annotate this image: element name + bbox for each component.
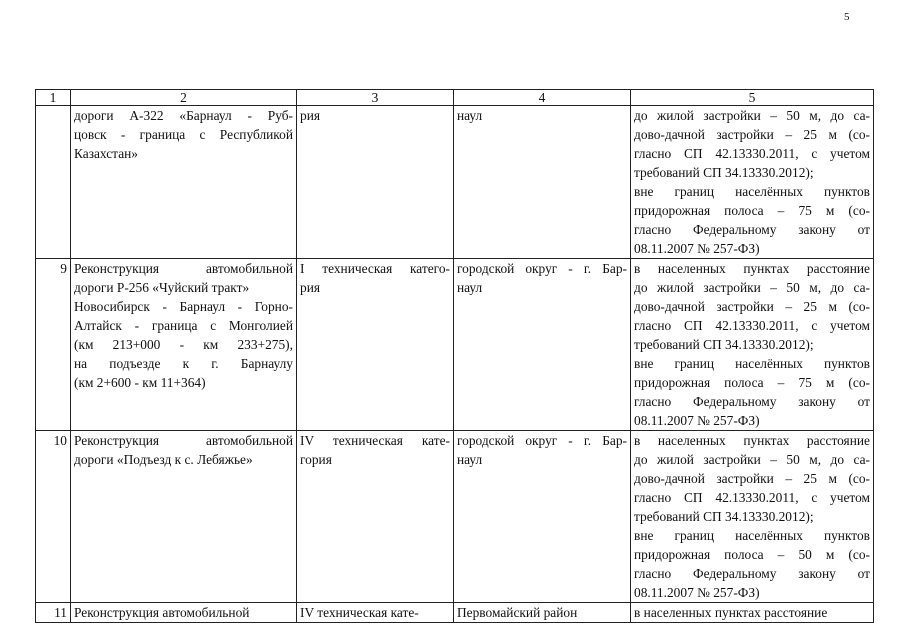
cell-text-line: гласно Федеральному закону от [634,394,870,409]
cell-text-line: вне границ населённых пунктов [634,356,870,371]
cell-text-line: гласно СП 42.13330.2011, с учетом [634,490,870,505]
location-cell [454,603,631,623]
cell-text-line: придорожная полоса – 50 м (со- [634,547,870,562]
zone-cell [631,603,874,623]
object-cell [71,106,297,259]
cell-text-line: дово-дачной застройки – 25 м (со- [634,127,870,142]
table-header-row [36,90,874,106]
column-header: 3 [297,90,454,106]
cell-text-line: на подъезде к г. Барнаулу [74,356,293,371]
cell-text-line: наул [457,452,483,467]
cell-text-line: гласно Федеральному закону от [634,222,870,237]
cell-text-line: городской округ - г. Бар- [457,433,627,448]
cell-text-line: Первомайский район [457,605,578,620]
zone-cell [631,106,874,259]
table-row [36,259,874,431]
row-number-cell [36,106,71,259]
location-cell [454,431,631,603]
column-header: 5 [631,90,874,106]
location-cell [454,259,631,431]
cell-text-line: IV техническая кате- [300,605,419,620]
cell-text-line: Новосибирск - Барнаул - Горно- [74,299,293,314]
column-header: 4 [454,90,631,106]
cell-text-line: гласно СП 42.13330.2011, с учетом [634,146,870,161]
cell-text-line: городской округ - г. Бар- [457,261,627,276]
cell-text-line: Реконструкция автомобильной [74,605,250,620]
cell-text-line: до жилой застройки – 50 м, до са- [634,280,870,295]
column-header: 1 [36,90,71,106]
location-cell [454,106,631,259]
cell-text-line: (км 2+600 - км 11+364) [74,375,206,390]
cell-text-line: требований СП 34.13330.2012); [634,509,814,524]
cell-text-line: 08.11.2007 № 257-ФЗ) [634,241,760,256]
cell-text-line: до жилой застройки – 50 м, до са- [634,108,870,123]
zone-cell [631,259,874,431]
category-cell [297,431,454,603]
cell-text-line: требований СП 34.13330.2012); [634,165,814,180]
table-row [36,106,874,259]
table-row [36,431,874,603]
cell-text-line: наул [457,108,483,123]
category-cell [297,603,454,623]
table-row [36,603,874,623]
cell-text-line: придорожная полоса – 75 м (со- [634,375,870,390]
table-body [36,106,874,623]
cell-text-line: Реконструкция автомобильной [74,433,293,448]
cell-text-line: цовск - граница с Республикой [74,127,293,142]
row-number-cell: 10 [36,431,71,603]
cell-text-line: дороги Р-256 «Чуйский тракт» [74,280,250,295]
page-number: 5 [844,11,850,23]
cell-text-line: вне границ населённых пунктов [634,528,870,543]
cell-text-line: придорожная полоса – 75 м (со- [634,203,870,218]
row-number-cell: 9 [36,259,71,431]
cell-text-line: вне границ населённых пунктов [634,184,870,199]
cell-text-line: дово-дачной застройки – 25 м (со- [634,299,870,314]
cell-text-line: до жилой застройки – 50 м, до са- [634,452,870,467]
cell-text-line: Реконструкция автомобильной [74,261,293,276]
cell-text-line: гласно СП 42.13330.2011, с учетом [634,318,870,333]
cell-text-line: рия [300,280,321,295]
cell-text-line: в населенных пунктах расстояние [634,433,870,448]
object-cell [71,431,297,603]
category-cell [297,259,454,431]
row-number-cell: 11 [36,603,71,623]
cell-text-line: наул [457,280,483,295]
cell-text-line: гласно Федеральному закону от [634,566,870,581]
cell-text-line: гория [300,452,332,467]
cell-text-line: дороги А-322 «Барнаул - Руб- [74,108,293,123]
road-works-table [35,89,874,623]
cell-text-line: 08.11.2007 № 257-ФЗ) [634,585,760,600]
cell-text-line: в населенных пунктах расстояние [634,261,870,276]
cell-text-line: 08.11.2007 № 257-ФЗ) [634,413,760,428]
cell-text-line: (км 213+000 - км 233+275), [74,337,293,352]
cell-text-line: I техническая катего- [300,261,450,276]
cell-text-line: требований СП 34.13330.2012); [634,337,814,352]
object-cell [71,603,297,623]
object-cell [71,259,297,431]
cell-text-line: в населенных пунктах расстояние [634,605,828,620]
category-cell [297,106,454,259]
column-header: 2 [71,90,297,106]
cell-text-line: Казахстан» [74,146,139,161]
cell-text-line: дово-дачной застройки – 25 м (со- [634,471,870,486]
cell-text-line: рия [300,108,321,123]
cell-text-line: Алтайск - граница с Монголией [74,318,293,333]
cell-text-line: дороги «Подъезд к с. Лебяжье» [74,452,253,467]
cell-text-line: IV техническая кате- [300,433,450,448]
zone-cell [631,431,874,603]
